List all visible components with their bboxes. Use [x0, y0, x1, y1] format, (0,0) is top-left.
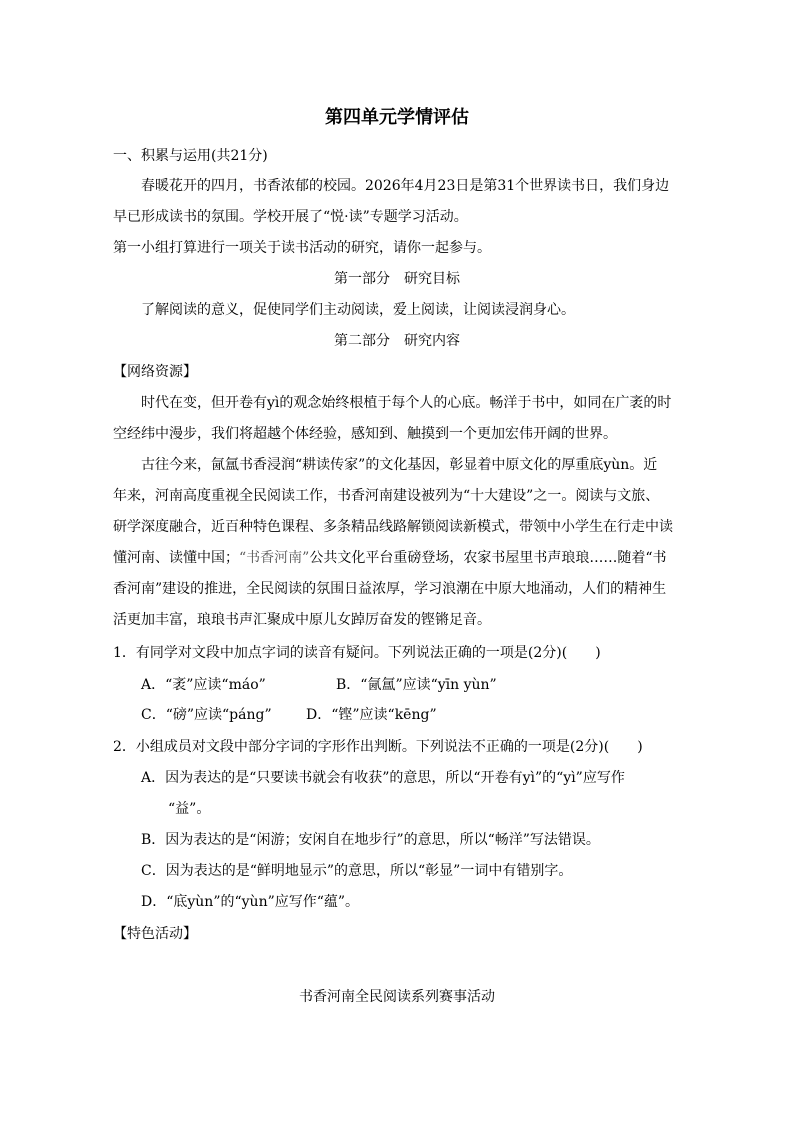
para1-line-2: 空经纬中漫步，我们将超越个体经验，感知到、触摸到一个更加宏伟开阔的世界。 [113, 426, 617, 442]
para2-line-6: 活更加丰富，琅琅书声汇聚成中原儿女踔厉奋发的铿锵足音。 [113, 612, 491, 628]
part1-text: 了解阅读的意义，促使同学们主动阅读，爱上阅读，让阅读浸润身心。 [141, 302, 575, 318]
part2-heading: 第二部分 研究内容 [334, 333, 460, 349]
q2-option-b: B．因为表达的是“闲游；安闲自在地步行”的意思，所以“畅洋”写法错误。 [141, 832, 600, 848]
q1-option-b: B．“氤氲”应读“yīn yùn” [336, 677, 497, 693]
part1-heading: 第一部分 研究目标 [334, 271, 460, 287]
intro-line-1: 春暖花开的四月，书香浓郁的校园。2026年4月23日是第31个世界读书日，我们身边 [141, 178, 670, 194]
q2-option-a-line1: A．因为表达的是“只要读书就会有收获”的意思，所以“开卷有yì”的“yì”应写作 [141, 770, 625, 786]
para2-line-5: 香河南”建设的推进，全民阅读的氛围日益浓厚，学习浪潮在中原大地涌动，人们的精神生 [113, 581, 667, 597]
para2-line-2: 年来，河南高度重视全民阅读工作，书香河南建设被列为“十大建设”之一。阅读与文旅、 [113, 488, 660, 504]
activity-heading: 【特色活动】 [113, 926, 197, 942]
para2-line-3: 研学深度融合，近百种特色课程、多条精品线路解锁阅读新模式，带领中小学生在行走中读 [113, 519, 673, 535]
para2-line-4-b: 公共文化平台重磅登场，农家书屋里书声琅琅……随着“书 [309, 550, 667, 566]
platform-name: “书香河南” [239, 550, 310, 566]
q1-option-d: D．“铿”应读“kēng” [306, 707, 437, 723]
activity-title: 书香河南全民阅读系列赛事活动 [299, 989, 495, 1005]
q1-option-a: A．“袤”应读“máo” [141, 677, 266, 693]
q2-option-a-line2: “益”。 [168, 801, 211, 817]
section-heading: 一、积累与运用(共21分) [113, 148, 268, 164]
para2-line-4-a: 懂河南、读懂中国； [113, 550, 239, 566]
para2-line-4 [113, 548, 666, 568]
intro-line-3: 第一小组打算进行一项关于读书活动的研究，请你一起参与。 [113, 240, 491, 256]
para2-line-1: 古往今来，氤氲书香浸润“耕读传家”的文化基因，彰显着中原文化的厚重底yùn。近 [141, 457, 658, 473]
intro-line-2: 早已形成读书的氛围。学校开展了“悦·读”专题学习活动。 [113, 209, 468, 225]
q2-option-c: C．因为表达的是“鲜明地显示”的意思，所以“彰显”一词中有错别字。 [141, 863, 573, 879]
q1-option-c: C．“磅”应读“páng” [141, 707, 272, 723]
resource-heading: 【网络资源】 [113, 364, 197, 380]
para1-line-1: 时代在变，但开卷有yì的观念始终根植于每个人的心底。畅洋于书中，如同在广袤的时 [141, 395, 672, 411]
q2-option-d: D．“底yùn”的“yùn”应写作“蕴”。 [141, 894, 360, 910]
q2-stem: 2．小组成员对文段中部分字词的字形作出判断。下列说法不正确的一项是(2分)( ) [113, 739, 643, 755]
page-title: 第四单元学情评估 [325, 107, 469, 128]
q1-stem: 1．有同学对文段中加点字词的读音有疑问。下列说法正确的一项是(2分)( ) [113, 645, 601, 661]
